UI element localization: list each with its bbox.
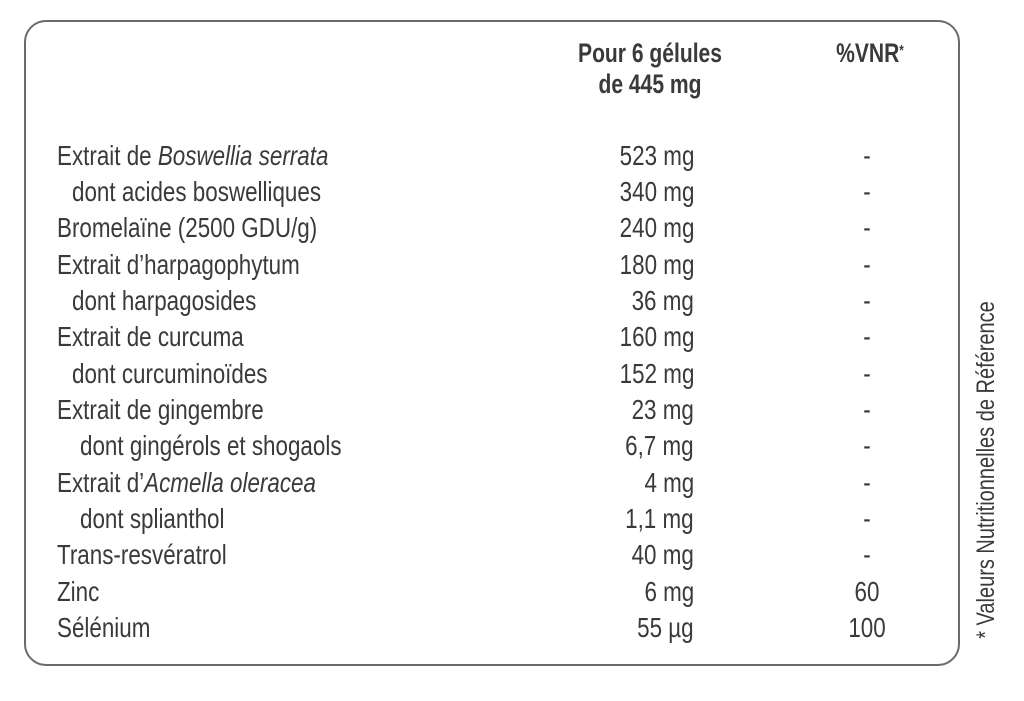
row-amount: 152 mg xyxy=(619,358,694,389)
row-name-text: Sélénium xyxy=(57,612,151,643)
row-name-text: dont curcuminoïdes xyxy=(72,358,268,389)
row-name-text: Extrait d’ xyxy=(57,467,145,498)
dose-header-line1: Pour 6 gélules xyxy=(578,38,722,68)
row-vnr: - xyxy=(863,394,871,425)
row-vnr: - xyxy=(863,467,871,498)
table-row xyxy=(0,247,1024,283)
row-name-text: Trans-resvératrol xyxy=(57,539,227,570)
table-row xyxy=(0,392,1024,428)
row-amount: 160 mg xyxy=(619,321,694,352)
row-name xyxy=(80,501,224,537)
row-name-text: dont harpagosides xyxy=(72,285,257,316)
row-amount: 6 mg xyxy=(644,576,694,607)
row-name xyxy=(72,283,256,319)
row-name-text: dont acides boswelliques xyxy=(72,176,322,207)
row-amount: 4 mg xyxy=(644,467,694,498)
row-vnr: - xyxy=(863,176,871,207)
row-name xyxy=(80,428,342,464)
table-row xyxy=(0,138,1024,174)
row-amount: 523 mg xyxy=(619,140,694,171)
row-vnr: - xyxy=(863,285,871,316)
row-vnr: - xyxy=(863,430,871,461)
row-name-italic: Acmella oleracea xyxy=(144,467,316,498)
row-name-text: dont gingérols et shogaols xyxy=(80,430,342,461)
row-amount: 6,7 mg xyxy=(625,430,694,461)
table-row xyxy=(0,174,1024,210)
vnr-footnote: * Valeurs Nutritionnelles de Référence xyxy=(972,301,1000,639)
row-vnr: - xyxy=(863,539,871,570)
row-name-text: Extrait de gingembre xyxy=(57,394,264,425)
row-name-text: dont splianthol xyxy=(80,503,225,534)
table-row xyxy=(0,356,1024,392)
row-vnr: - xyxy=(863,358,871,389)
table-row xyxy=(0,574,1024,610)
row-name-text: Extrait d’harpagophytum xyxy=(57,249,300,280)
vnr-column-header xyxy=(792,38,948,69)
table-row xyxy=(0,283,1024,319)
row-name-italic: Boswellia serrata xyxy=(157,140,329,171)
row-vnr: 60 xyxy=(854,576,880,607)
table-row xyxy=(0,610,1024,646)
dose-header-line2: de 445 mg xyxy=(598,69,702,99)
row-name-text: Bromelaïne (2500 GDU/g) xyxy=(57,212,318,243)
row-vnr: - xyxy=(863,212,871,243)
table-row xyxy=(0,537,1024,573)
vnr-header-mark: * xyxy=(899,42,904,59)
row-name xyxy=(57,319,244,355)
row-vnr: - xyxy=(863,321,871,352)
row-name xyxy=(57,574,99,610)
table-row xyxy=(0,319,1024,355)
row-vnr: - xyxy=(863,503,871,534)
vnr-header-label: %VNR xyxy=(836,38,900,68)
row-name xyxy=(57,138,328,174)
row-amount: 40 mg xyxy=(631,539,694,570)
row-vnr: 100 xyxy=(848,612,886,643)
table-row xyxy=(0,428,1024,464)
dose-column-header xyxy=(549,38,752,100)
row-name-text: Zinc xyxy=(57,576,100,607)
row-name xyxy=(57,610,150,646)
row-amount: 340 mg xyxy=(619,176,694,207)
row-name xyxy=(57,392,264,428)
row-name xyxy=(57,465,316,501)
row-name xyxy=(57,210,317,246)
row-name xyxy=(72,356,267,392)
row-vnr: - xyxy=(863,249,871,280)
row-name-text: Extrait de xyxy=(57,140,158,171)
row-amount: 180 mg xyxy=(619,249,694,280)
row-amount: 1,1 mg xyxy=(625,503,694,534)
row-amount: 23 mg xyxy=(631,394,694,425)
table-row xyxy=(0,210,1024,246)
row-name-text: Extrait de curcuma xyxy=(57,321,244,352)
table-row xyxy=(0,501,1024,537)
row-vnr: - xyxy=(863,140,871,171)
row-amount: 55 µg xyxy=(637,612,694,643)
row-amount: 36 mg xyxy=(631,285,694,316)
row-amount: 240 mg xyxy=(619,212,694,243)
row-name xyxy=(72,174,321,210)
row-name xyxy=(57,537,227,573)
row-name xyxy=(57,247,300,283)
table-row xyxy=(0,465,1024,501)
